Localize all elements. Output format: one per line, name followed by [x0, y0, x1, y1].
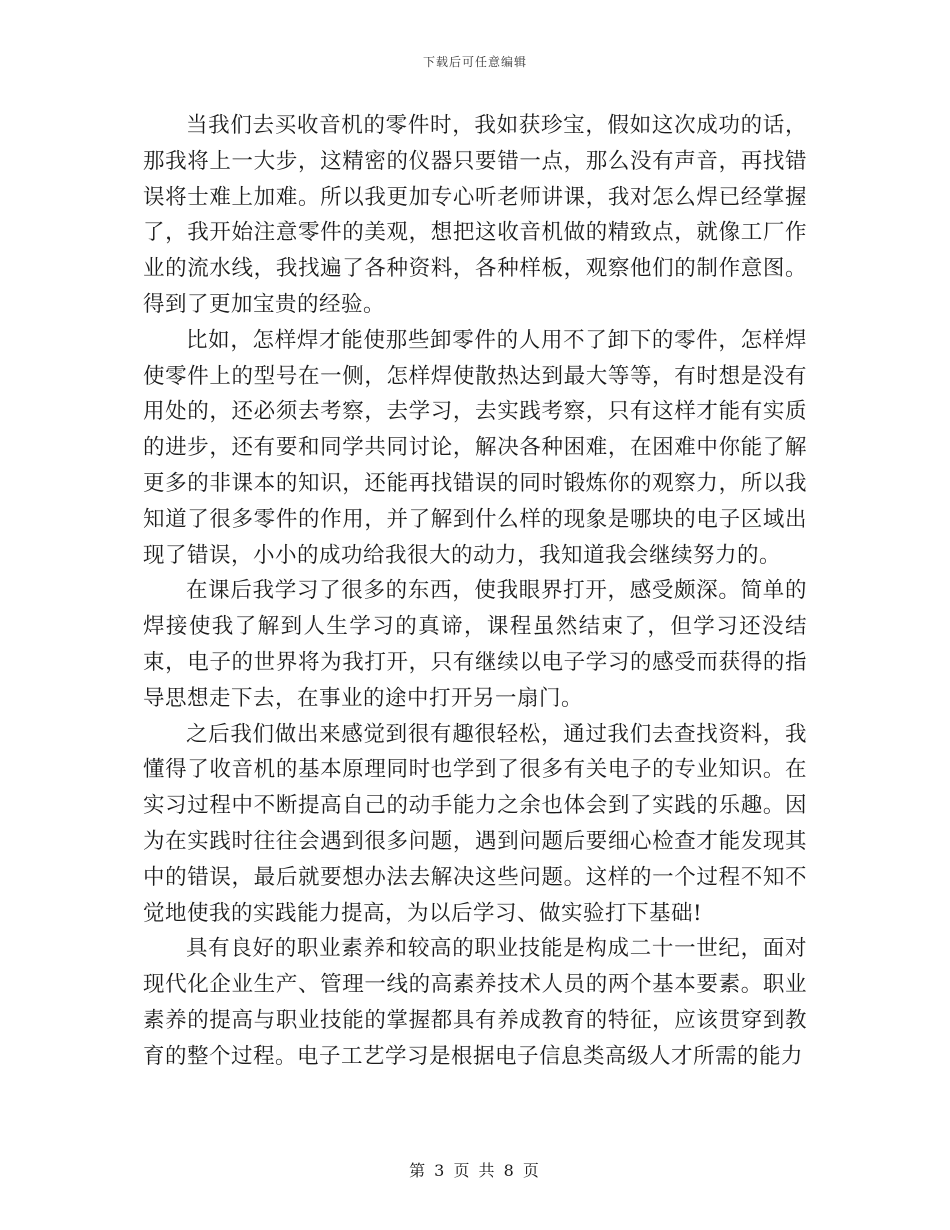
page-number-footer: 第 3 页 共 8 页 — [409, 1161, 541, 1180]
paragraph: 具有良好的职业素养和较高的职业技能是构成二十一世纪，面对现代化企业生产、管理一线的高素养技术人员的两个基本要素。职业素养的提高与职业技能的掌握都具有养成教育的特征，应该贯穿到教育的整个过程。电子工艺学习是根据电子信息类高级人才所需的能力 — [143, 936, 807, 1069]
paragraph: 当我们去买收音机的零件时，我如获珍宝，假如这次成功的话，那我将上一大步，这精密的仪器只要错一点，那么没有声音，再找错误将士难上加难。所以我更加专心听老师讲课，我对怎么焊已经掌握了，我开始注意零件的美观，想把这收音机做的精致点，就像工厂作业的流水线，我找遍了各种资料，各种样板，观察他们的制作意图。得到了更加宝贵的经验。 — [143, 113, 807, 317]
paragraph: 在课后我学习了很多的东西，使我眼界打开，感受颇深。简单的焊接使我了解到人生学习的真谛，课程虽然结束了，但学习还没结束，电子的世界将为我打开，只有继续以电子学习的感受而获得的指导思想走下去，在事业的途中打开另一扇门。 — [143, 578, 807, 711]
page-header: 下载后可任意编辑 — [422, 55, 527, 69]
paragraph: 之后我们做出来感觉到很有趣很轻松，通过我们去查找资料，我懂得了收音机的基本原理同时也学到了很多有关电子的专业知识。在实习过程中不断提高自己的动手能力之余也体会到了实践的乐趣。因为在实践时往往会遇到很多问题，遇到问题后要细心检查才能发现其中的错误，最后就要想办法去解决这些问题。这样的一个过程不知不觉地使我的实践能力提高，为以后学习、做实验打下基础! — [143, 721, 807, 926]
paragraph: 比如，怎样焊才能使那些卸零件的人用不了卸下的零件，怎样焊使零件上的型号在一侧，怎样焊使散热达到最大等等，有时想是没有用处的，还必须去考察，去学习，去实践考察，只有这样才能有实质的进步，还有要和同学共同讨论，解决各种困难，在困难中你能了解更多的非课本的知识，还能再找错误的同时锻炼你的观察力，所以我知道了很多零件的作用，并了解到什么样的现象是哪块的电子区域出现了错误，小小的成功给我很大的动力，我知道我会继续努力的。 — [143, 327, 807, 568]
document-body — [143, 108, 807, 1075]
